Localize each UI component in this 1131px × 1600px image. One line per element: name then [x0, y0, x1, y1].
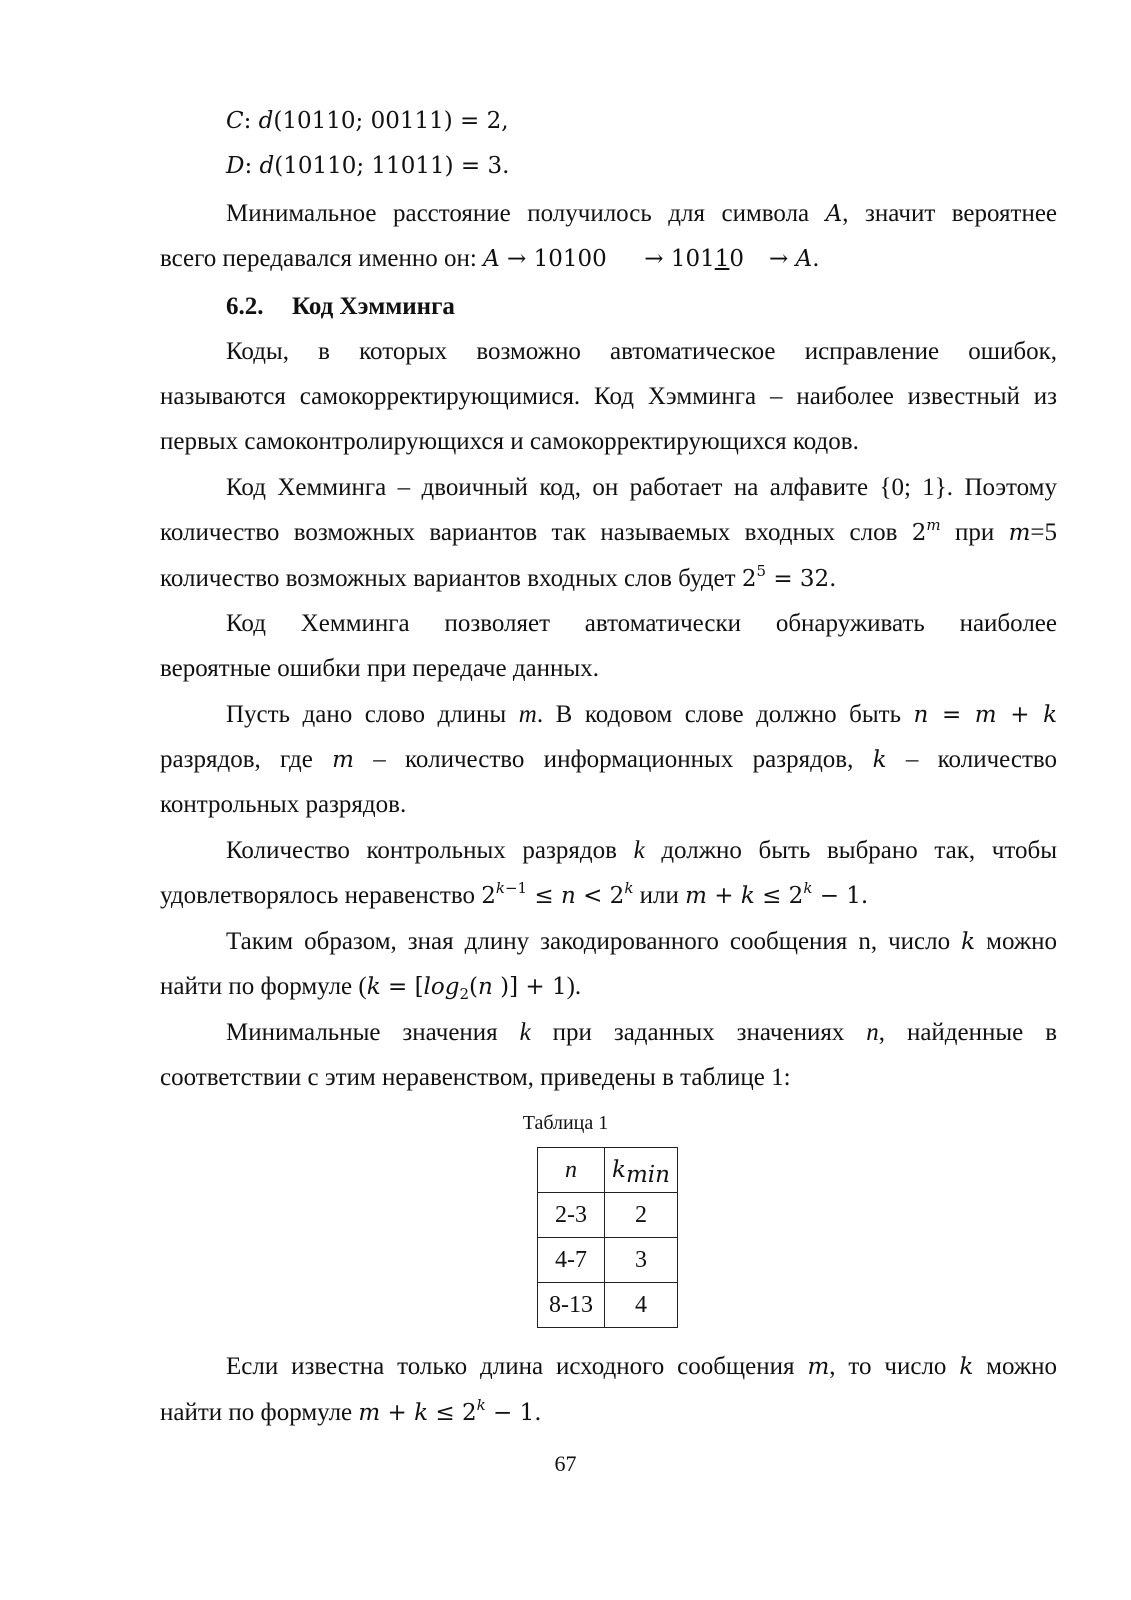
- table-row: 2-3 2: [538, 1193, 678, 1238]
- paragraph-line: удовлетворялось неравенство $2^{𝑘-1}$ ≤ 𝑛 < $2^𝑘$ или 𝑚 + 𝑘 ≤ $2^𝑘 - 1$.: [160, 879, 869, 909]
- section-number: 6.2.: [226, 293, 264, 320]
- paragraph-line: Количество контрольных разрядов k должно быть выбрано так, чтобы: [226, 837, 1057, 864]
- paragraph-line: контрольных разрядов.: [160, 791, 407, 818]
- table-header-row: [538, 1148, 678, 1193]
- paragraph-line: соответствии с этим неравенством, приведены в таблице 1:: [160, 1064, 791, 1091]
- formula-line-d: [226, 151, 1057, 181]
- paragraph-line: количество возможных вариантов входных слов будет $2^5 = 32$.: [160, 562, 837, 592]
- table-row: 8-13 4: [538, 1283, 678, 1328]
- table-caption: Таблица 1: [522, 1112, 609, 1134]
- paragraph-line: найти по формуле 𝑚 + 𝑘 ≤ $2^𝑘 - 1$.: [160, 1396, 542, 1426]
- kmin-table: [537, 1147, 678, 1328]
- paragraph-line: называются самокорректирующимися. Код Хэмминга – наиболее известный из: [160, 383, 1057, 410]
- formula-d: 𝐷: 𝑑(10110; 11011) = 3.: [226, 153, 510, 179]
- paragraph-line: Если известна только длина исходного сообщения 𝑚, то число 𝑘 можно: [226, 1353, 1057, 1380]
- header-kmin: 𝑘$_{𝑚𝑖𝑛}$: [605, 1148, 678, 1193]
- paragraph-line: Коды, в которых возможно автоматическое исправление ошибок,: [226, 338, 1057, 365]
- paragraph-line: количество возможных вариантов так называемых входных слов $2^𝑚$ при 𝑚=5: [160, 518, 1057, 546]
- paragraph-line: найти по формуле (𝑘 = [𝑙𝑜𝑔$_2$(𝑛 )] + 1).: [160, 973, 582, 1003]
- section-heading: [226, 292, 1057, 322]
- paragraph-line: Код Хемминга позволяет автоматически обнаруживать наиболее: [226, 610, 1057, 637]
- page-number: 67: [554, 1451, 577, 1476]
- error-bit: 1: [714, 246, 730, 272]
- formula-c: 𝐶: 𝑑(10110; 00111) = 2,: [226, 108, 509, 134]
- formula-line-c: [226, 106, 1057, 136]
- paragraph-line: Минимальные значения k при заданных значениях n, найденные в: [226, 1019, 1057, 1046]
- paragraph-line: Пусть дано слово длины m. В кодовом слове должно быть 𝑛 = 𝑚 + 𝑘: [226, 701, 1057, 728]
- header-n: n: [538, 1148, 605, 1193]
- paragraph-line: разрядов, где 𝑚 – количество информационных разрядов, 𝑘 – количество: [160, 746, 1057, 773]
- paragraph-line: вероятные ошибки при передаче данных.: [160, 655, 599, 682]
- paragraph-line: Таким образом, зная длину закодированного сообщения n, число 𝑘 можно: [226, 928, 1057, 955]
- paragraph-line: Минимальное расстояние получилось для символа 𝐴, значит вероятнее: [226, 200, 1057, 227]
- paragraph-line: всего передавался именно он: 𝐴 → 10100 → 10110 → 𝐴.: [160, 245, 820, 272]
- section-title: Код Хэмминга: [292, 293, 455, 320]
- table-row: 4-7 3: [538, 1238, 678, 1283]
- paragraph-line: Код Хемминга – двоичный код, он работает на алфавите {0; 1}. Поэтому: [226, 474, 1057, 501]
- paragraph-line: первых самоконтролирующихся и самокорректирующихся кодов.: [160, 428, 859, 455]
